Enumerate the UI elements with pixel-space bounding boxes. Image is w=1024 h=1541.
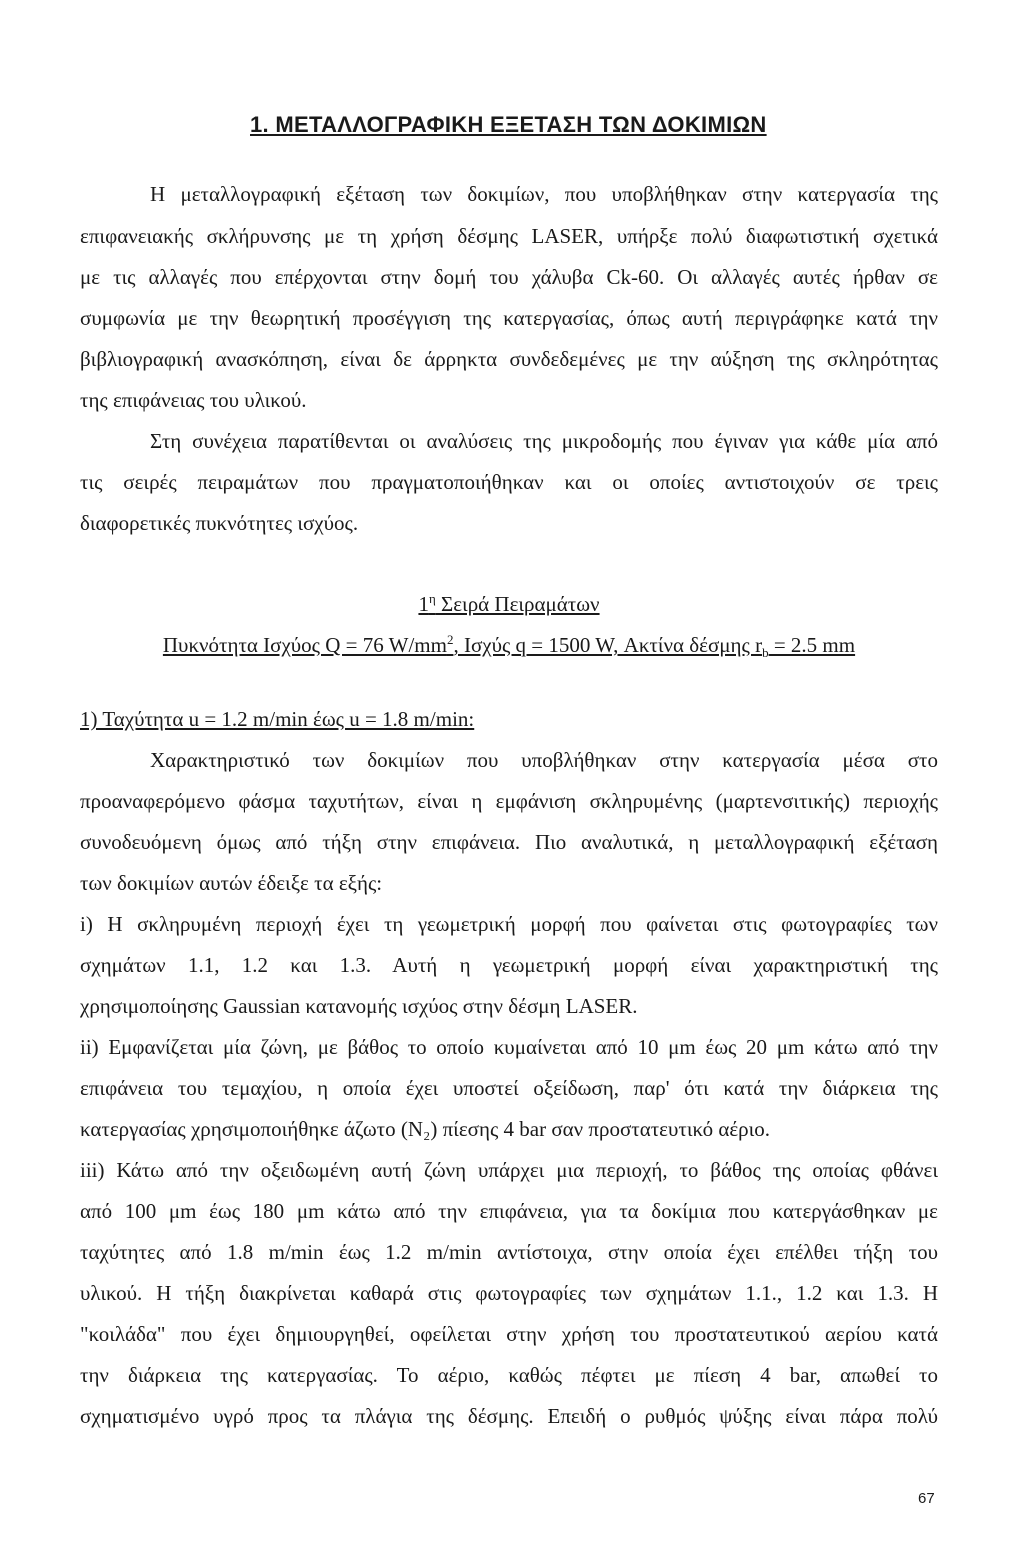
speed-heading: 1) Ταχύτητα u = 1.2 m/min έως u = 1.8 m/min: [80, 707, 475, 731]
intro-line: της επιφάνειας του υλικού. [80, 388, 307, 412]
series-heading [80, 585, 938, 618]
body-line: ταχύτητες από 1.8 m/min έως 1.2 m/min αντίστοιχα, στην οποία έχει επέλθει τήξη του [80, 1240, 938, 1264]
body-line: i) Η σκληρυμένη περιοχή έχει τη γεωμετρική μορφή που φαίνεται στις φωτογραφίες των [80, 912, 938, 936]
body-line: υλικού. Η τήξη διακρίνεται καθαρά στις φωτογραφίες των σχημάτων 1.1., 1.2 και 1.3. Η [80, 1281, 938, 1305]
page-number: 67 [918, 1490, 935, 1507]
params-middle: , Ισχύς q = 1500 W, Ακτίνα δέσμης r [453, 633, 763, 657]
params-subscript: b [762, 645, 769, 661]
body-line: επιφάνεια του τεμαχίου, η οποία έχει υποστεί οξείδωση, παρ' ότι κατά την διάρκεια της [80, 1076, 938, 1100]
body-line: συνοδευόμενη όμως από τήξη στην επιφάνεια. Πιο αναλυτικά, η μεταλλογραφική εξέταση [80, 830, 938, 854]
body-line: σχημάτων 1.1, 1.2 και 1.3. Αυτή η γεωμετρική μορφή είναι χαρακτηριστική της [80, 953, 938, 977]
intro-line: συμφωνία με την θεωρητική προσέγγιση της κατεργασίας, όπως αυτή περιγράφηκε κατά την [80, 306, 938, 330]
intro-line: Η μεταλλογραφική εξέταση των δοκιμίων, που υποβλήθηκαν στην κατεργασία της [150, 182, 938, 206]
para2-line: τις σειρές πειραμάτων που πραγματοποιήθηκαν και οι οποίες αντιστοιχούν σε τρεις [80, 470, 938, 494]
body-line: iii) Κάτω από την οξειδωμένη αυτή ζώνη υπάρχει μια περιοχή, το βάθος της οποίας φθάνει [80, 1158, 938, 1182]
para2-line: διαφορετικές πυκνότητες ισχύος. [80, 511, 359, 535]
series-number: 1 [418, 592, 429, 616]
body-line: χρησιμοποίησης Gaussian κατανομής ισχύος στην δέσμη LASER. [80, 994, 638, 1018]
parameters-line [80, 626, 938, 667]
params-after: = 2.5 mm [768, 633, 856, 657]
intro-line: βιβλιογραφική ανασκόπηση, είναι δε άρρηκτα συνδεδεμένες με την αύξηση της σκληρότητας [80, 347, 938, 371]
body-line: "κοιλάδα" που έχει δημιουργηθεί, οφείλεται στην χρήση του προστατευτικού αερίου κατά [80, 1322, 938, 1346]
body-line: προαναφερόμενο φάσμα ταχυτήτων, είναι η εμφάνιση σκληρυμένης (μαρτενσιτικής) περιοχής [80, 789, 938, 813]
series-text: Σειρά Πειραμάτων [435, 592, 600, 616]
body-line: Χαρακτηριστικό των δοκιμίων που υποβλήθηκαν στην κατεργασία μέσα στο [150, 748, 938, 772]
intro-line: με τις αλλαγές που επέρχονται στην δομή του χάλυβα Ck-60. Οι αλλαγές αυτές ήρθαν σε [80, 265, 938, 289]
section-heading: 1. ΜΕΤΑΛΛΟΓΡΑΦΙΚΗ ΕΞΕΤΑΣΗ ΤΩΝ ΔΟΚΙΜΙΩΝ [250, 112, 767, 137]
params-before: Πυκνότητα Ισχύος Q = 76 W/mm [162, 633, 447, 657]
body-line: κατεργασίας χρησιμοποιήθηκε άζωτο (N₂) πίεσης 4 bar σαν προστατευτικό αέριο. [80, 1117, 771, 1141]
para2-line: Στη συνέχεια παρατίθενται οι αναλύσεις της μικροδομής που έγιναν για κάθε μία από [150, 429, 938, 453]
params-superscript: 2 [446, 632, 454, 647]
body-line: των δοκιμίων αυτών έδειξε τα εξής: [80, 871, 383, 895]
body-line: την διάρκεια της κατεργασίας. Το αέριο, καθώς πέφτει με πίεση 4 bar, απωθεί το [80, 1363, 938, 1387]
body-line: ii) Εμφανίζεται μία ζώνη, με βάθος το οποίο κυμαίνεται από 10 μm έως 20 μm κάτω από την [80, 1035, 938, 1059]
body-line: από 100 μm έως 180 μm κάτω από την επιφάνεια, για τα δοκίμια που κατεργάσθηκαν με [80, 1199, 938, 1223]
series-superscript: η [428, 591, 436, 606]
intro-line: επιφανειακής σκλήρυνσης με τη χρήση δέσμης LASER, υπήρξε πολύ διαφωτιστική σχετικά [80, 224, 938, 248]
body-line: σχηματισμένο υγρό προς τα πλάγια της δέσμης. Επειδή ο ρυθμός ψύξης είναι πάρα πολύ [80, 1404, 938, 1428]
